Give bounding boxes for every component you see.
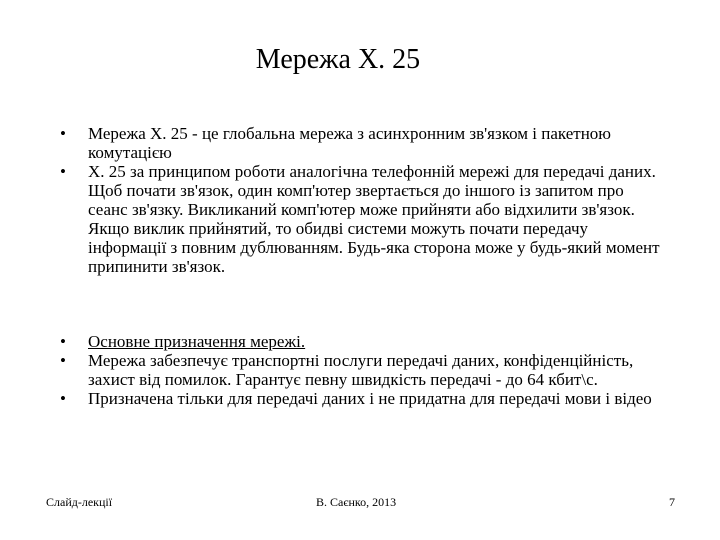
bullet-item [60, 389, 660, 408]
bullet-text: Призначена тільки для передачі даних і не придатна для передачі мови і відео [88, 389, 652, 408]
footer-left-text: Слайд-лекції [46, 495, 113, 509]
bullet-icon: • [60, 162, 66, 181]
bullet-item [60, 351, 660, 389]
page-number: 7 [669, 495, 675, 509]
bullet-item [60, 332, 660, 351]
bullet-icon: • [60, 332, 66, 351]
bullet-icon: • [60, 351, 66, 370]
bullet-icon: • [60, 389, 66, 408]
bullet-item [60, 124, 660, 162]
bullet-text: Мережа Х. 25 - це глобальна мережа з асинхронним зв'язком і пакетною комутацією [88, 124, 612, 162]
footer-author: В. Саєнко, 2013 [316, 495, 397, 509]
bullet-list-2 [60, 332, 660, 408]
bullet-icon: • [60, 124, 66, 143]
bullet-text-heading: Основне призначення мережі. [88, 332, 306, 351]
slide-title [0, 42, 676, 78]
bullet-text: Мережа забезпечує транспортні послуги передачі даних, конфіденційність, захист від помилок. Гарантує певну швидкість передачі - до 64 кбит\с. [88, 351, 634, 389]
bullet-text: Х. 25 за принципом роботи аналогічна телефонній мережі для передачі даних. Щоб почати зв'язок, один комп'ютер звертається до іншого із запитом про сеанс зв'язку. Викликаний комп'ютер може прийняти або відхилити зв'язок. Якщо виклик прийнятий, то обидві системи можуть почати передачу інформації з повним дублюванням. Будь-яка сторона може у будь-який момент припинити зв'язок. [88, 162, 660, 276]
slide-title-text: Мережа Х. 25 [255, 44, 421, 75]
bullet-item [60, 162, 660, 276]
bullet-list-1 [60, 124, 660, 276]
